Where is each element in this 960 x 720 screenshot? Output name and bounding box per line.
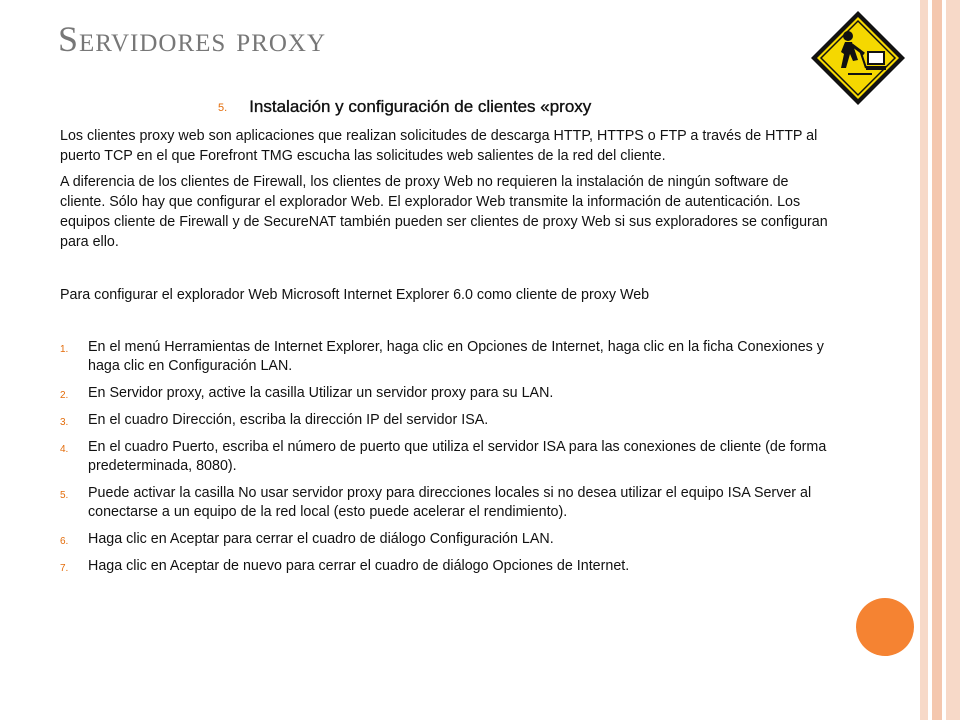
list-number: 7.: [60, 563, 69, 574]
list-item: [60, 557, 830, 576]
paragraph: Los clientes proxy web son aplicaciones que realizan solicitudes de descarga HTTP, HTTPS o FTP a través de HTTP al puerto TCP en el que Forefront TMG escucha las solicitudes web salientes de la red del cliente.: [60, 128, 818, 164]
list-item-text: En el cuadro Puerto, escriba el número de puerto que utiliza el servidor ISA para las conexiones de cliente (de forma predeterminada, 8080).: [88, 439, 827, 474]
slide-title: Servidores proxy: [58, 19, 327, 59]
paragraph: A diferencia de los clientes de Firewall, los clientes de proxy Web no requieren la instalación de ningún software de cliente. Sólo hay que configurar el explorador Web. El explorador Web transmite la información de autenticación. Los equipos cliente de Firewall y de SecureNAT también pueden ser clientes de proxy Web si sus exploradores se configuran para ello.: [60, 174, 828, 250]
list-item: [60, 411, 830, 430]
list-item-text: Puede activar la casilla No usar servidor proxy para direcciones locales si no desea utilizar el equipo ISA Server al conectarse a un equipo de la red local (esto puede acelerar el rendimiento).: [88, 485, 812, 520]
edge-stripe: [920, 0, 928, 720]
list-item: [60, 338, 830, 376]
list-item-text: Haga clic en Aceptar de nuevo para cerrar el cuadro de diálogo Opciones de Internet.: [88, 558, 630, 574]
list-item: [60, 530, 830, 549]
decorative-edge-stripes: [920, 0, 960, 720]
list-item: [60, 484, 830, 522]
subheading-text: Instalación y configuración de clientes «proxy: [249, 97, 592, 116]
list-item: [60, 384, 830, 403]
list-item-text: Haga clic en Aceptar para cerrar el cuadro de diálogo Configuración LAN.: [88, 531, 554, 547]
paragraph-intro-steps: Para configurar el explorador Web Microsoft Internet Explorer 6.0 como cliente de proxy Web: [60, 287, 650, 303]
decorative-orange-circle: [856, 598, 914, 656]
list-number: 6.: [60, 536, 69, 547]
list-number: 5.: [60, 490, 69, 501]
list-item-text: En el menú Herramientas de Internet Explorer, haga clic en Opciones de Internet, haga clic en la ficha Conexiones y haga clic en Configuración LAN.: [88, 339, 824, 374]
list-number: 2.: [60, 390, 69, 401]
under-construction-sign-icon: [808, 8, 908, 108]
list-item: [60, 438, 830, 476]
list-item-text: En Servidor proxy, active la casilla Utilizar un servidor proxy para su LAN.: [88, 385, 554, 401]
edge-stripe: [932, 0, 942, 720]
list-number: 3.: [60, 417, 69, 428]
list-number: 1.: [60, 344, 69, 355]
section-subheading: [218, 97, 591, 117]
list-number: 4.: [60, 444, 69, 455]
steps-list: [60, 338, 830, 584]
edge-stripe: [946, 0, 960, 720]
list-item-text: En el cuadro Dirección, escriba la dirección IP del servidor ISA.: [88, 412, 489, 428]
subheading-number: 5.: [218, 102, 228, 114]
